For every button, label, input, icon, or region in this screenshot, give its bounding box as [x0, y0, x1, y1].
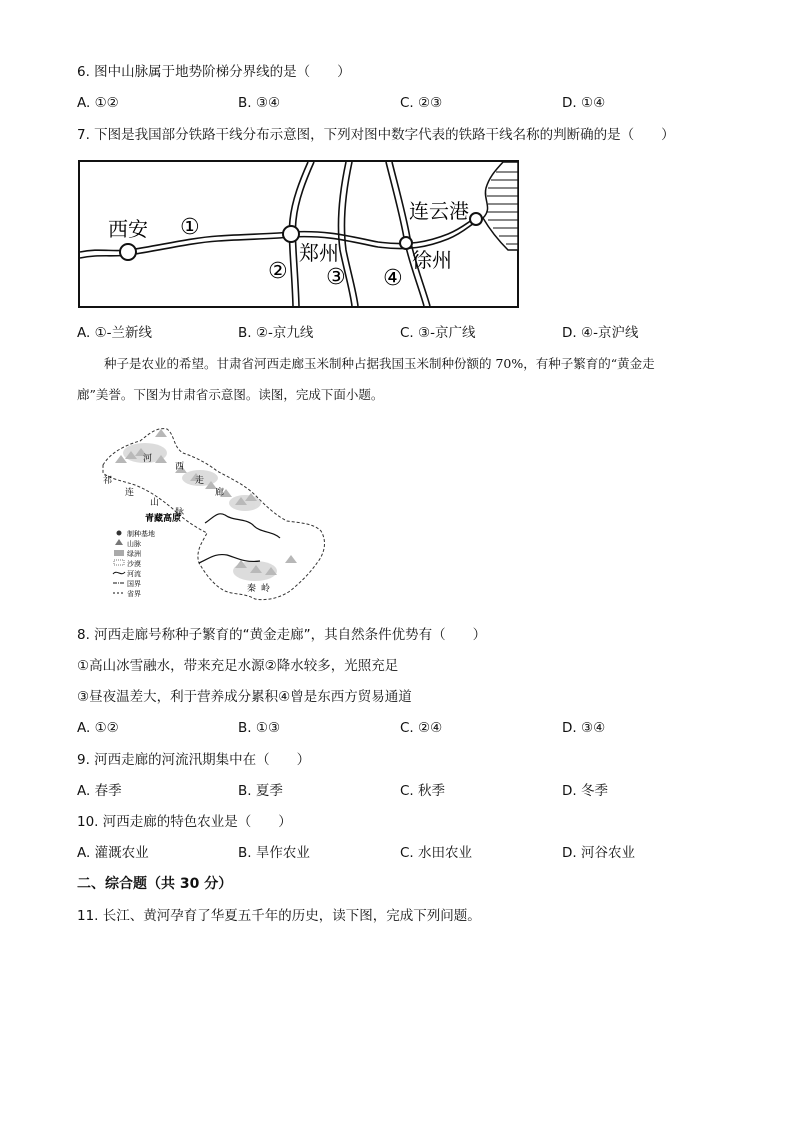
lianyungang-label: 连云港 [409, 199, 469, 223]
marker-4: ④ [383, 266, 403, 291]
q7-option-c: C. ③-京广线 [400, 325, 476, 341]
svg-text:山脉: 山脉 [127, 540, 141, 548]
q10-option-b: B. 旱作农业 [238, 845, 310, 861]
svg-text:省界: 省界 [127, 590, 141, 598]
map-label-qi: 祁 [103, 476, 113, 486]
map-label-shan: 山 [150, 498, 160, 508]
q8-option-a: A. ①② [77, 720, 119, 736]
svg-text:沙漠: 沙漠 [127, 560, 141, 568]
q9-option-d: D. 冬季 [562, 783, 608, 799]
map-label-qingzang: 青藏高原 [145, 514, 182, 524]
map-label-lang: 廊 [215, 488, 225, 498]
q9-option-a: A. 春季 [77, 783, 122, 799]
passage-line-2: 廊”美誉。下图为甘肃省示意图。读图，完成下面小题。 [77, 387, 384, 402]
map-label-he: 河 [143, 454, 153, 464]
marker-2: ② [268, 259, 288, 284]
map-label-xi: 西 [175, 462, 185, 472]
q8-stem: 8. 河西走廊号称种子繁育的“黄金走廊”，其自然条件优势有（ ） [77, 627, 487, 643]
q11-stem: 11. 长江、黄河孕育了华夏五千年的历史，读下图，完成下列问题。 [77, 908, 481, 924]
zhengzhou-label: 郑州 [299, 241, 339, 265]
passage-line-1: 种子是农业的希望。甘肃省河西走廊玉米制种占据我国玉米制种份额的 70%，有种子繁育的“黄金走 [104, 356, 655, 371]
q10-option-a: A. 灌溉农业 [77, 845, 149, 861]
q6-option-d: D. ①④ [562, 95, 606, 111]
q8-items-2: ③昼夜温差大，利于营养成分累积④曾是东西方贸易通道 [77, 689, 412, 705]
q10-stem: 10. 河西走廊的特色农业是（ ） [77, 814, 292, 830]
q7-option-b: B. ②-京九线 [238, 325, 314, 341]
map-label-mai: 脉 [175, 508, 185, 518]
map-label-ling: 岭 [261, 584, 271, 594]
zhengzhou-city-dot [283, 226, 299, 242]
map-legend [113, 529, 155, 598]
xian-label: 西安 [108, 217, 148, 241]
xuzhou-city-dot [400, 237, 412, 249]
xuzhou-label: 徐州 [412, 248, 452, 272]
q6-stem: 6. 图中山脉属于地势阶梯分界线的是（ ） [77, 64, 351, 80]
svg-text:国界: 国界 [127, 580, 141, 588]
gansu-map [95, 423, 330, 605]
q9-stem: 9. 河西走廊的河流汛期集中在（ ） [77, 752, 311, 768]
map-label-zou: 走 [195, 476, 205, 486]
q9-option-c: C. 秋季 [400, 783, 446, 799]
q7-option-d: D. ④-京沪线 [562, 325, 639, 341]
q7-option-a: A. ①-兰新线 [77, 325, 153, 341]
map-label-qin: 秦 [247, 584, 257, 594]
svg-text:制种基地: 制种基地 [127, 530, 155, 538]
q8-option-b: B. ①③ [238, 720, 281, 736]
q7-stem: 7. 下图是我国部分铁路干线分布示意图，下列对图中数字代表的铁路干线名称的判断确的是（ ） [77, 127, 675, 143]
q6-option-a: A. ①② [77, 95, 119, 111]
railway-map [78, 160, 519, 308]
marker-1: ① [180, 215, 200, 240]
q6-option-b: B. ③④ [238, 95, 281, 111]
q10-option-d: D. 河谷农业 [562, 845, 635, 861]
q8-items-1: ①高山冰雪融水，带来充足水源②降水较多，光照充足 [77, 658, 399, 674]
q9-option-b: B. 夏季 [238, 783, 283, 799]
section-2-title: 二、综合题（共 30 分） [77, 876, 233, 892]
marker-3: ③ [326, 265, 346, 290]
map-label-lian: 连 [125, 488, 135, 498]
q8-option-c: C. ②④ [400, 720, 443, 736]
lianyungang-city-dot [470, 213, 482, 225]
q10-option-c: C. 水田农业 [400, 845, 473, 861]
svg-text:河流: 河流 [127, 570, 141, 578]
q8-option-d: D. ③④ [562, 720, 606, 736]
q6-option-c: C. ②③ [400, 95, 443, 111]
xian-city-dot [120, 244, 136, 260]
svg-text:绿洲: 绿洲 [127, 550, 141, 558]
